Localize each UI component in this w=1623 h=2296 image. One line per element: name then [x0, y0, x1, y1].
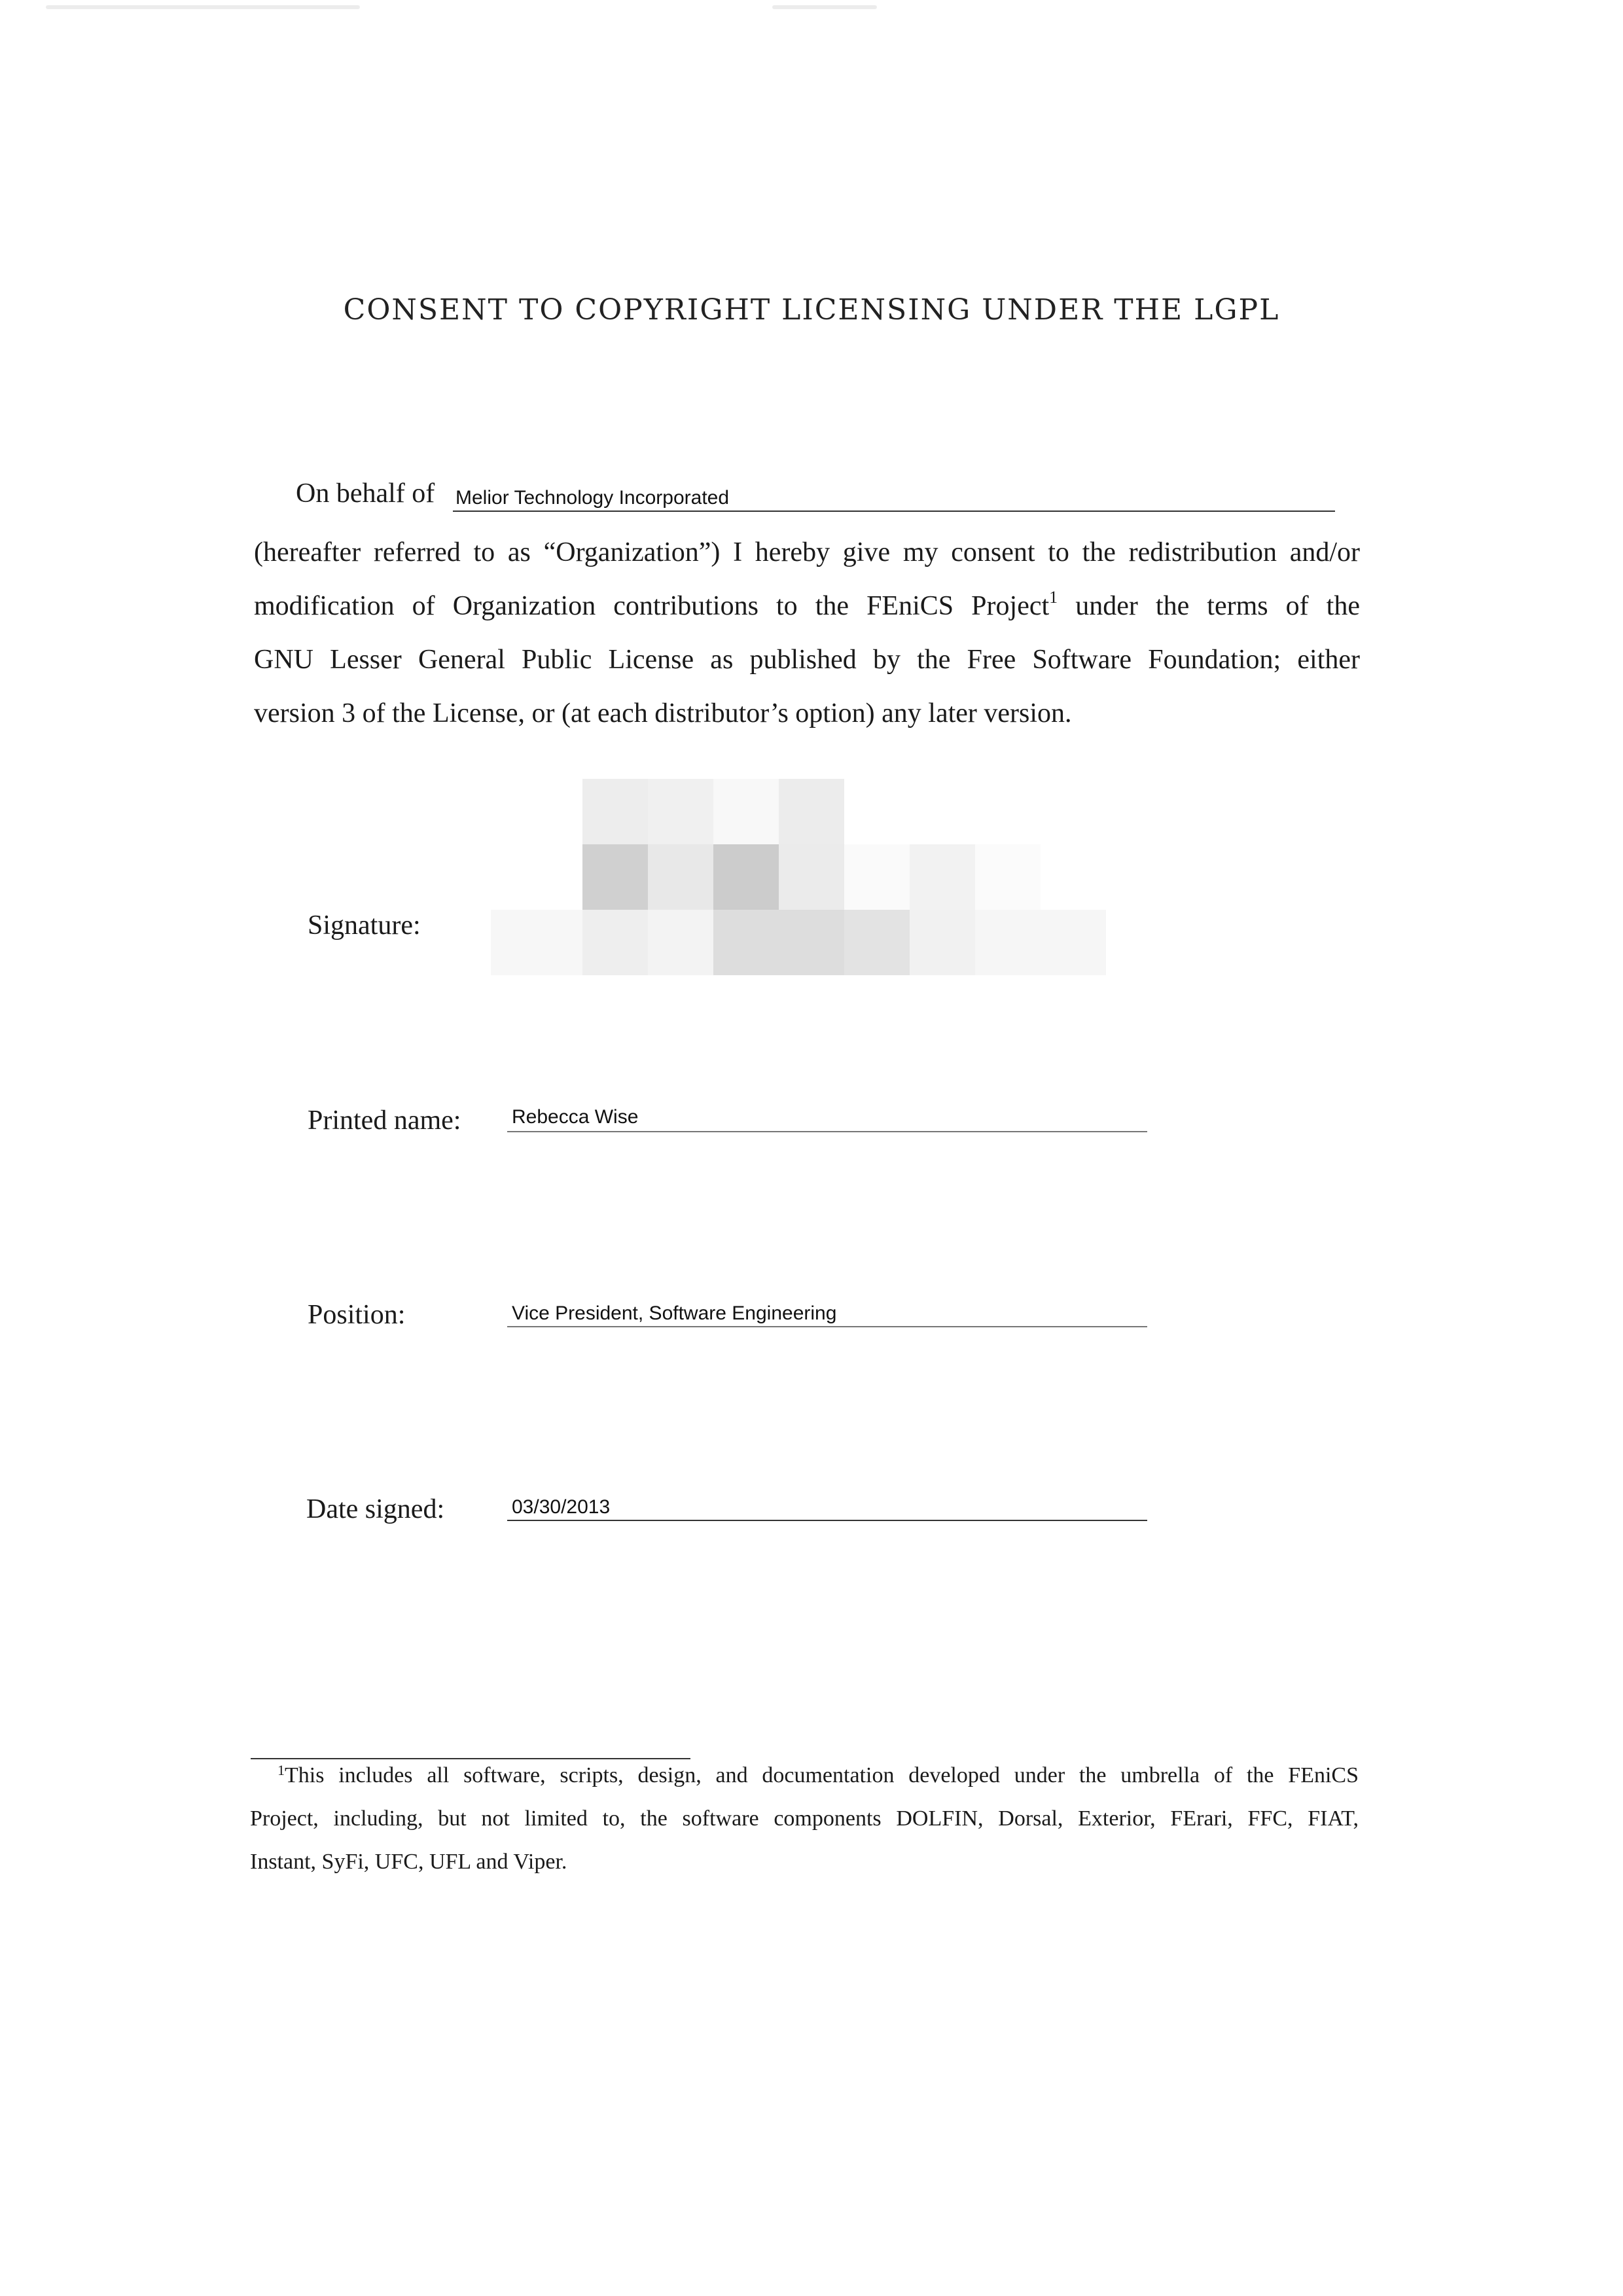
- consent-line-2-text: modification of Organization contributions to the FEniCS Project: [254, 591, 1050, 621]
- date-signed-line: [507, 1520, 1147, 1521]
- footnote: [250, 1763, 1359, 1901]
- on-behalf-label: On behalf of: [296, 478, 435, 509]
- signature-redacted-image: [491, 759, 1171, 975]
- position-line: [507, 1326, 1147, 1327]
- footnote-line-1-text: This includes all software, scripts, design, and documentation developed under the umbrella of the FEniCS: [285, 1763, 1359, 1787]
- consent-line-2-tail: under the terms of the: [1058, 591, 1360, 621]
- consent-line-1: (hereafter referred to as “Organization”) I hereby give my consent to the redistribution and/or: [254, 537, 1360, 567]
- organization-line: [453, 511, 1335, 512]
- scan-artifact: [46, 5, 360, 9]
- signature-label: Signature:: [308, 910, 421, 941]
- date-signed-label: Date signed:: [306, 1494, 445, 1524]
- on-behalf-row: [296, 478, 1349, 517]
- date-signed-value: 03/30/2013: [512, 1496, 611, 1518]
- consent-line-3: GNU Lesser General Public License as published by the Free Software Foundation; either: [254, 645, 1360, 675]
- footnote-line-2: Project, including, but not limited to, the software components DOLFIN, Dorsal, Exterior, FErari, FFC, FIAT,: [250, 1806, 1359, 1831]
- printed-name-line: [507, 1131, 1147, 1132]
- footnote-marker: 1: [277, 1762, 285, 1778]
- footnote-line-3: Instant, SyFi, UFC, UFL and Viper.: [250, 1850, 567, 1874]
- document-title: CONSENT TO COPYRIGHT LICENSING UNDER THE LGPL: [343, 293, 1280, 327]
- organization-value: Melior Technology Incorporated: [455, 487, 730, 509]
- consent-line-4: version 3 of the License, or (at each distributor’s option) any later version.: [254, 698, 1072, 728]
- printed-name-label: Printed name:: [308, 1105, 461, 1136]
- position-label: Position:: [308, 1300, 406, 1330]
- position-value: Vice President, Software Engineering: [512, 1302, 837, 1324]
- footnote-ref: 1: [1049, 588, 1058, 607]
- footnote-line-1: [277, 1763, 1359, 1788]
- consent-paragraph: [254, 478, 1360, 740]
- consent-line-2: [254, 590, 1360, 622]
- footnote-rule: [251, 1758, 690, 1759]
- scan-artifact: [772, 5, 877, 9]
- printed-name-value: Rebecca Wise: [512, 1106, 639, 1128]
